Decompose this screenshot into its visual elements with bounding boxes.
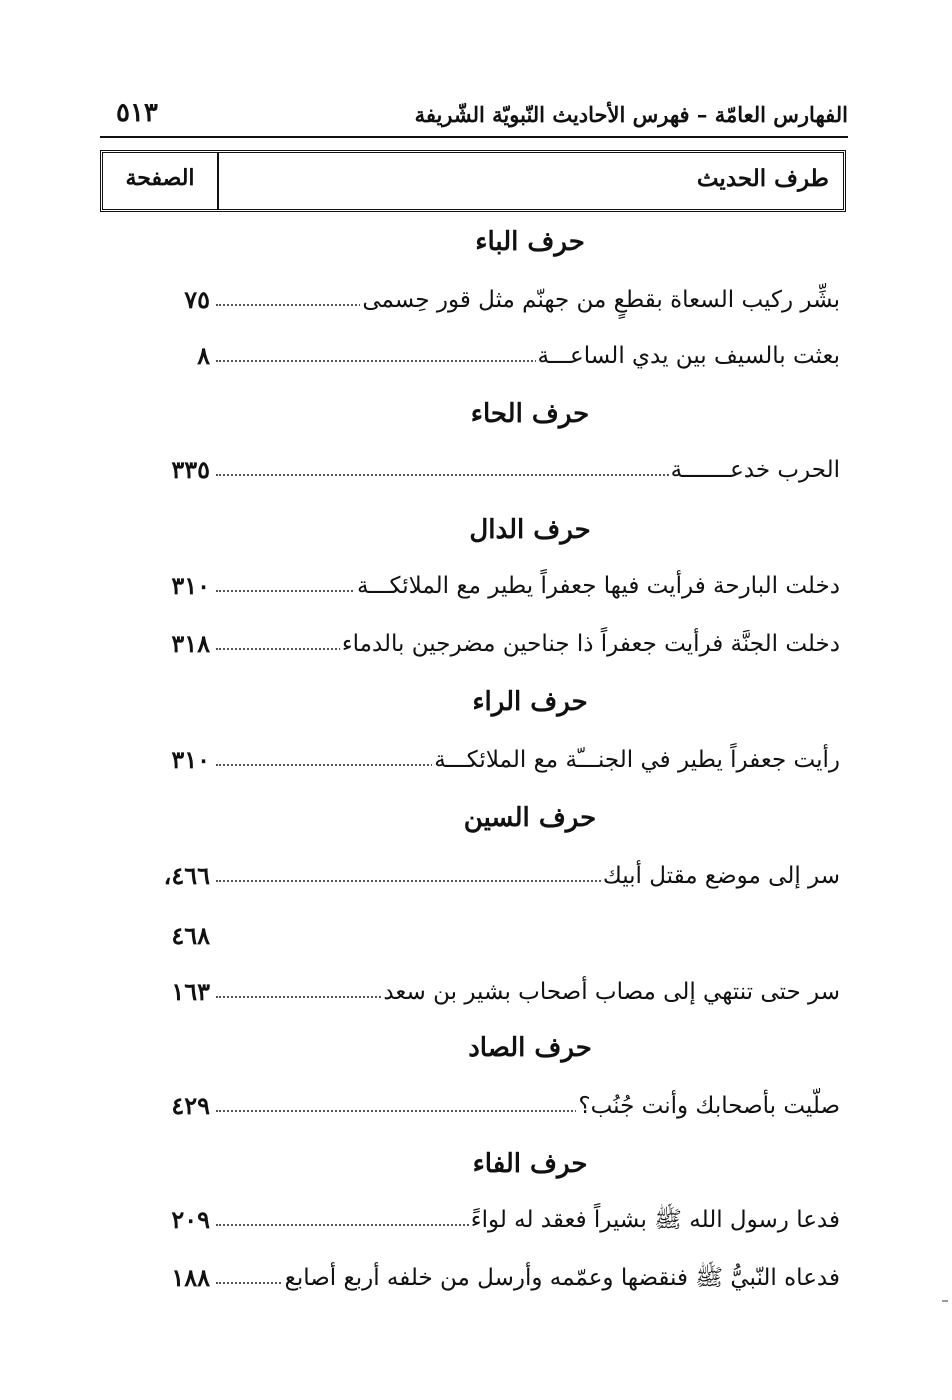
entry-page: ٣١٨ [171, 629, 210, 658]
entry-text: بشِّر ركيب السعاة بقطعٍ من جهنّم مثل قور حِسمى [360, 280, 840, 320]
entry-text: رأيت جعفراً يطير في الجنـــّة مع الملائكـــة [432, 740, 840, 780]
section-heading-fa: حرف الفاء [472, 1149, 588, 1179]
running-header [100, 96, 848, 138]
column-header [100, 150, 846, 212]
index-entry [150, 566, 840, 606]
column-title-hadith: طرف الحديث [696, 165, 829, 192]
entry-text: الحرب خدعـــــــة [669, 450, 840, 490]
entry-page: ١٦٣ [171, 977, 210, 1006]
section-heading-sad: حرف الصاد [468, 1033, 592, 1063]
column-divider [217, 153, 219, 209]
entry-page: ٣١٠ [171, 745, 210, 774]
entry-text: فدعا رسول الله ﷺ بشيراً فعقد له لواءً [469, 1200, 840, 1240]
entry-text: صلّيت بأصحابك وأنت جُنُب؟ [576, 1086, 840, 1126]
page-number: ٥١٣ [116, 98, 158, 128]
entry-text: سر إلى موضع مقتل أبيك [601, 856, 840, 896]
entry-text: بعثت بالسيف بين يدي الساعـــة [536, 336, 840, 376]
index-entry [150, 856, 840, 896]
entry-text: سر حتى تنتهي إلى مصاب أصحاب بشير بن سعد [381, 972, 840, 1012]
section-heading-dal: حرف الدال [469, 515, 591, 545]
index-entry [150, 450, 840, 490]
entry-page: ٣٣٥ [171, 455, 210, 484]
entry-page: ٢٠٩ [171, 1205, 210, 1234]
section-heading-ba: حرف الباء [475, 227, 585, 257]
entry-page: ٣١٠ [171, 571, 210, 600]
section-heading-sin: حرف السين [463, 803, 597, 833]
running-title: الفهارس العامّة – فهرس الأحاديث النّبويّة الشّريفة [414, 102, 848, 127]
entry-text: فدعاه النّبيُّ ﷺ فنقضها وعمّمه وأرسل من خلفه أربع أصابع [283, 1258, 840, 1298]
index-entry [150, 972, 840, 1012]
index-entry [150, 1086, 840, 1126]
entry-page: ٤٢٩ [171, 1091, 210, 1120]
index-entry [150, 280, 840, 320]
index-entry [150, 1258, 840, 1298]
entry-page: ٤٦٦، [163, 861, 210, 890]
scan-margin-mark [942, 1300, 948, 1302]
entry-text: دخلت البارحة فرأيت فيها جعفراً يطير مع الملائكـــة [355, 566, 840, 606]
section-heading-ha: حرف الحاء [470, 399, 590, 429]
index-entry [150, 740, 840, 780]
section-heading-ra: حرف الراء [472, 687, 588, 717]
entry-page: ٧٥ [184, 285, 210, 314]
index-entry [150, 1200, 840, 1240]
index-entry-continuation [150, 916, 840, 956]
entry-page: ١٨٨ [171, 1263, 210, 1292]
entry-page: ٨ [197, 341, 210, 370]
entry-text: دخلت الجنَّة فرأيت جعفراً ذا جناحين مضرجين بالدماء [340, 624, 840, 664]
column-title-page: الصفحة [125, 165, 195, 191]
index-entry [150, 336, 840, 376]
index-entry [150, 624, 840, 664]
entry-page: ٤٦٨ [171, 921, 210, 950]
